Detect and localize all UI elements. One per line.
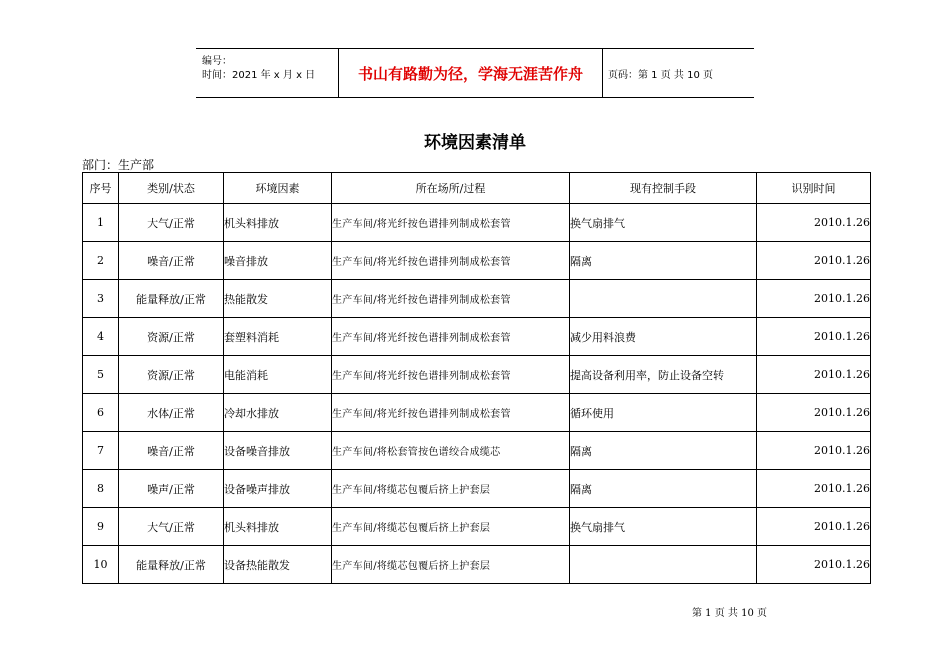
row-number: 1 — [83, 204, 119, 242]
category-cell: 资源/正常 — [119, 318, 224, 356]
control-cell: 换气扇排气 — [570, 204, 757, 242]
factor-cell: 冷却水排放 — [224, 394, 332, 432]
page-footer: 第 1 页 共 10 页 — [692, 608, 767, 619]
column-header: 序号 — [83, 173, 119, 204]
column-header: 环境因素 — [224, 173, 332, 204]
location-cell: 生产车间/将光纤按色谱排列制成松套管 — [332, 356, 570, 394]
date-cell: 2010.1.26 — [757, 546, 871, 584]
row-number: 7 — [83, 432, 119, 470]
table-row — [83, 318, 871, 356]
column-header: 类别/状态 — [119, 173, 224, 204]
factor-cell: 设备热能散发 — [224, 546, 332, 584]
table-row — [83, 394, 871, 432]
factor-cell: 机头料排放 — [224, 204, 332, 242]
category-cell: 能量释放/正常 — [119, 280, 224, 318]
table-header-row — [83, 173, 871, 204]
location-cell: 生产车间/将光纤按色谱排列制成松套管 — [332, 280, 570, 318]
row-number: 6 — [83, 394, 119, 432]
date-cell: 2010.1.26 — [757, 280, 871, 318]
table-row — [83, 470, 871, 508]
location-cell: 生产车间/将光纤按色谱排列制成松套管 — [332, 242, 570, 280]
date-cell: 2010.1.26 — [757, 432, 871, 470]
row-number: 3 — [83, 280, 119, 318]
date-cell: 2010.1.26 — [757, 318, 871, 356]
department-label: 部门：生产部 — [82, 158, 155, 172]
control-cell: 提高设备利用率，防止设备空转 — [570, 356, 757, 394]
location-cell: 生产车间/将光纤按色谱排列制成松套管 — [332, 394, 570, 432]
table-row — [83, 546, 871, 584]
table-row — [83, 280, 871, 318]
table-body — [83, 204, 871, 584]
control-cell: 隔离 — [570, 432, 757, 470]
column-header: 现有控制手段 — [570, 173, 757, 204]
category-cell: 能量释放/正常 — [119, 546, 224, 584]
control-cell — [570, 280, 757, 318]
time-label: 时间：2021 年 x 月 x 日 — [202, 70, 316, 81]
location-cell: 生产车间/将光纤按色谱排列制成松套管 — [332, 318, 570, 356]
column-header: 识别时间 — [757, 173, 871, 204]
row-number: 9 — [83, 508, 119, 546]
location-cell: 生产车间/将光纤按色谱排列制成松套管 — [332, 204, 570, 242]
header-info-cell — [196, 49, 338, 97]
date-cell: 2010.1.26 — [757, 508, 871, 546]
control-cell: 换气扇排气 — [570, 508, 757, 546]
category-cell: 噪音/正常 — [119, 242, 224, 280]
control-cell: 循环使用 — [570, 394, 757, 432]
factor-cell: 热能散发 — [224, 280, 332, 318]
document-title: 环境因素清单 — [424, 133, 526, 153]
category-cell: 大气/正常 — [119, 204, 224, 242]
date-cell: 2010.1.26 — [757, 356, 871, 394]
row-number: 4 — [83, 318, 119, 356]
factor-cell: 机头料排放 — [224, 508, 332, 546]
header-page-cell — [602, 49, 754, 97]
location-cell: 生产车间/将缆芯包覆后挤上护套层 — [332, 470, 570, 508]
row-number: 5 — [83, 356, 119, 394]
factor-cell: 套塑料消耗 — [224, 318, 332, 356]
location-cell: 生产车间/将缆芯包覆后挤上护套层 — [332, 546, 570, 584]
factor-cell: 噪音排放 — [224, 242, 332, 280]
category-cell: 噪声/正常 — [119, 470, 224, 508]
table-row — [83, 242, 871, 280]
location-cell: 生产车间/将松套管按色谱绞合成缆芯 — [332, 432, 570, 470]
page-header — [196, 48, 754, 98]
row-number: 2 — [83, 242, 119, 280]
category-cell: 大气/正常 — [119, 508, 224, 546]
factor-cell: 设备噪声排放 — [224, 470, 332, 508]
category-cell: 噪音/正常 — [119, 432, 224, 470]
category-cell: 水体/正常 — [119, 394, 224, 432]
date-cell: 2010.1.26 — [757, 242, 871, 280]
column-header: 所在场所/过程 — [332, 173, 570, 204]
page-code: 页码：第 1 页 共 10 页 — [608, 69, 713, 81]
category-cell: 资源/正常 — [119, 356, 224, 394]
table-row — [83, 204, 871, 242]
environment-factor-table — [82, 172, 871, 584]
table-row — [83, 508, 871, 546]
date-cell: 2010.1.26 — [757, 470, 871, 508]
row-number: 8 — [83, 470, 119, 508]
factor-cell: 电能消耗 — [224, 356, 332, 394]
header-slogan: 书山有路勤为径，学海无涯苦作舟 — [338, 49, 603, 97]
row-number: 10 — [83, 546, 119, 584]
control-cell — [570, 546, 757, 584]
location-cell: 生产车间/将缆芯包覆后挤上护套层 — [332, 508, 570, 546]
date-cell: 2010.1.26 — [757, 394, 871, 432]
factor-cell: 设备噪音排放 — [224, 432, 332, 470]
date-cell: 2010.1.26 — [757, 204, 871, 242]
control-cell: 隔离 — [570, 470, 757, 508]
control-cell: 减少用料浪费 — [570, 318, 757, 356]
table-row — [83, 356, 871, 394]
number-label: 编号： — [202, 56, 232, 67]
control-cell: 隔离 — [570, 242, 757, 280]
table-row — [83, 432, 871, 470]
